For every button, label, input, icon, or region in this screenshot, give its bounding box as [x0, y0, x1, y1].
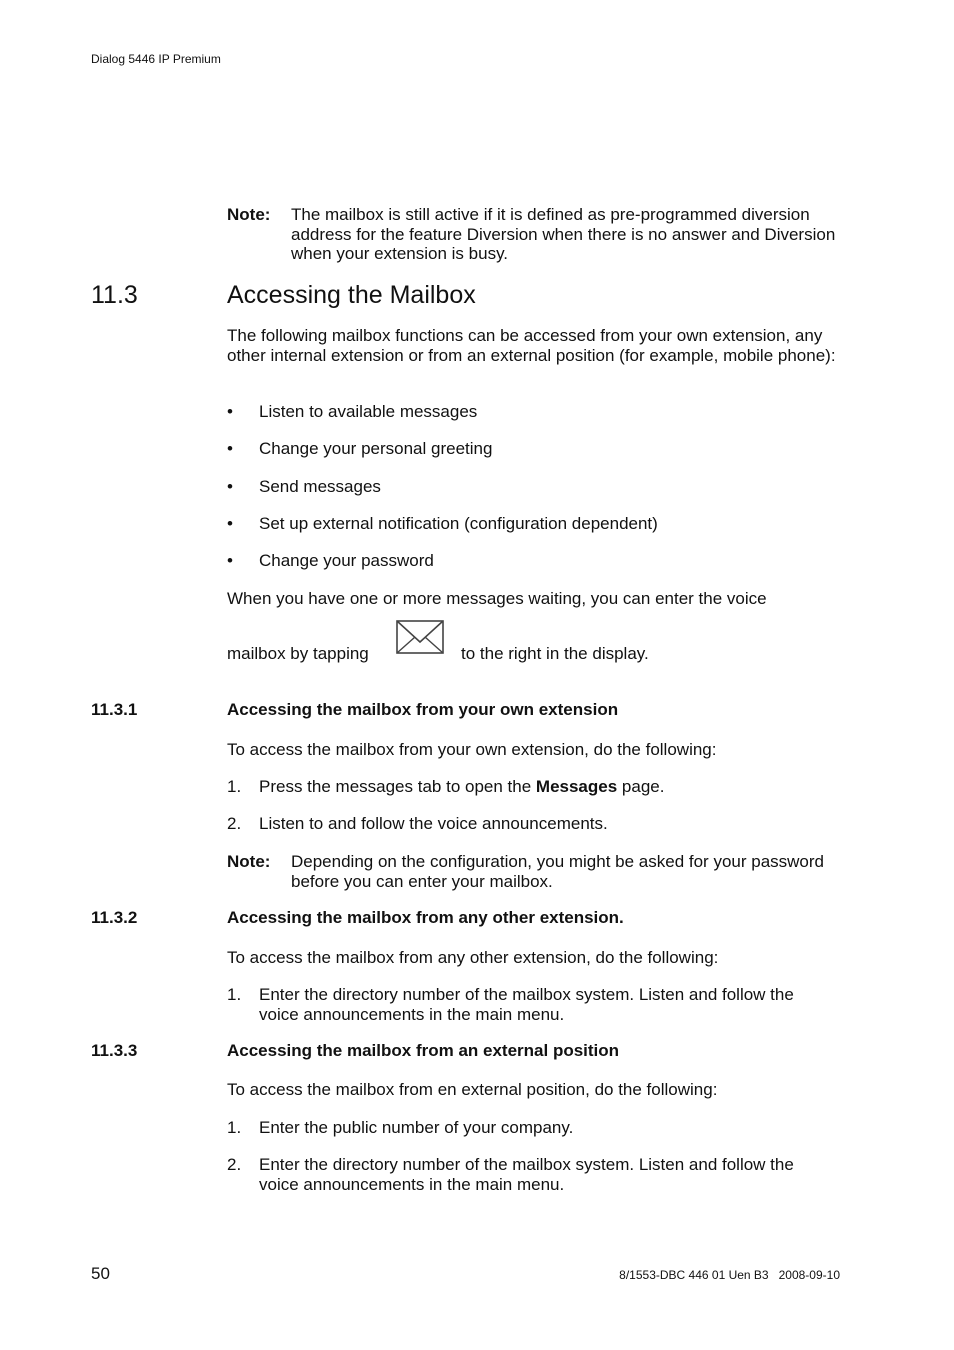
subsection-intro: To access the mailbox from your own extension, do the following:	[227, 740, 717, 759]
envelope-icon	[396, 620, 444, 654]
note-text: The mailbox is still active if it is defined as pre-programmed diversion address for the feature Diversion when there is no answer and Diversion when your extension is busy.	[291, 205, 836, 263]
page-number: 50	[91, 1264, 110, 1283]
note-label: Note:	[227, 205, 271, 224]
step-text	[259, 777, 849, 797]
step-text: Enter the directory number of the mailbox system. Listen and follow the voice announcements in the main menu.	[259, 1155, 794, 1194]
bullet-marker: •	[227, 439, 233, 458]
subsection-intro: To access the mailbox from any other extension, do the following:	[227, 948, 719, 967]
section-title: Accessing the Mailbox	[227, 281, 476, 309]
subsection-title: Accessing the mailbox from an external position	[227, 1041, 620, 1060]
list-item: Set up external notification (configuration dependent)	[259, 514, 658, 533]
step-text: Enter the public number of your company.	[259, 1118, 574, 1137]
list-item: Send messages	[259, 477, 381, 496]
step-number: 1.	[227, 985, 242, 1004]
running-header: Dialog 5446 IP Premium	[91, 52, 221, 66]
step-text: Enter the directory number of the mailbox system. Listen and follow the voice announcements in the main menu.	[259, 985, 794, 1024]
list-item: Listen to available messages	[259, 402, 478, 421]
waiting-text-line1: When you have one or more messages waiting, you can enter the voice	[227, 589, 767, 608]
step-number: 1.	[227, 1118, 242, 1137]
step-number: 2.	[227, 814, 242, 833]
waiting-text-after: to the right in the display.	[461, 644, 649, 663]
step-text-part: Press the messages tab to open the	[259, 777, 532, 796]
subsection-number: 11.3.2	[91, 908, 138, 927]
subsection-number: 11.3.3	[91, 1041, 138, 1060]
subsection-number: 11.3.1	[91, 700, 138, 719]
bullet-marker: •	[227, 514, 233, 533]
step-number: 2.	[227, 1155, 242, 1174]
document-reference: 8/1553-DBC 446 01 Uen B3 2008-09-10	[619, 1268, 840, 1282]
waiting-text-before: mailbox by tapping	[227, 644, 369, 663]
subsection-title: Accessing the mailbox from any other extension.	[227, 908, 624, 927]
subsection-intro: To access the mailbox from en external position, do the following:	[227, 1080, 718, 1099]
bullet-marker: •	[227, 402, 233, 421]
step-text-part: page.	[621, 777, 665, 796]
section-intro: The following mailbox functions can be accessed from your own extension, any other internal extension or from an external position (for example, mobile phone):	[227, 326, 836, 365]
note-text: Depending on the configuration, you might be asked for your password before you can enter your mailbox.	[291, 852, 824, 891]
section-number: 11.3	[91, 281, 138, 309]
messages-page-name: Messages	[535, 777, 618, 796]
bullet-marker: •	[227, 477, 233, 496]
list-item: Change your personal greeting	[259, 439, 493, 458]
step-number: 1.	[227, 777, 242, 796]
note-label: Note:	[227, 852, 271, 871]
subsection-title: Accessing the mailbox from your own extension	[227, 700, 619, 719]
step-text: Listen to and follow the voice announcements.	[259, 814, 608, 833]
list-item: Change your password	[259, 551, 434, 570]
bullet-marker: •	[227, 551, 233, 570]
